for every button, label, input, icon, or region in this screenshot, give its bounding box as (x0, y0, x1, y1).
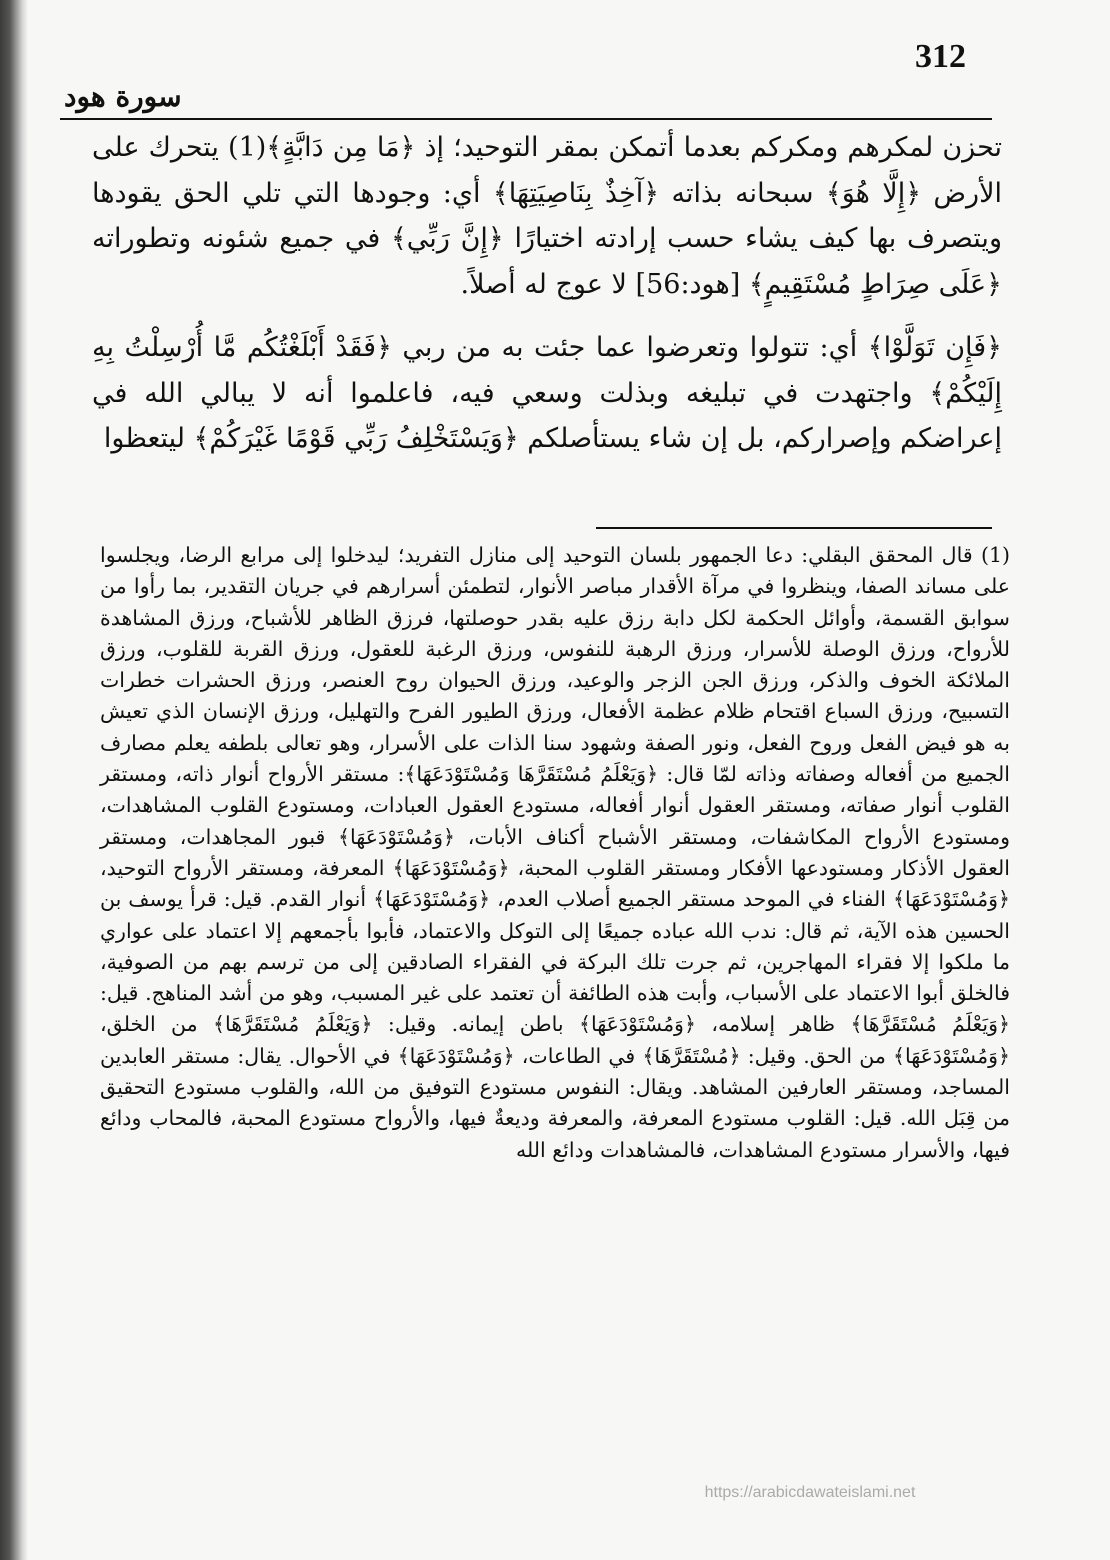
main-text (92, 125, 1002, 462)
watermark-url: https://arabicdawateislami.net (704, 1484, 916, 1501)
footnote-text: (1) قال المحقق البقلي: دعا الجمهور بلسان التوحيد إلى منازل التفريد؛ ليدخلوا إلى مرابع الرضا، ويجلسوا على مساند الصفا، وينظروا في مرآة الأقدار مباصر الأنوار، لتطمئن أسرارهم في جريان التقدير، بما رأوا من سوابق القسمة، وأوائل الحكمة لكل دابة رزق عليه بقدر حوصلتها، فرزق الظاهر للأشباح، ورزق المشاهدة للأرواح، ورزق الوصلة للأسرار، ورزق الرهبة للنفوس، ورزق الرغبة للعقول، ورزق القربة للقلوب، ورزق الملائكة الخوف والذكر، ورزق الجن الزجر والوعيد، ورزق الحيوان روح العنصر، ورزق الحشرات خطرات التسبيح، ورزق السباع اقتحام ظلام عظمة الأفعال، ورزق الطيور الفرح والتهليل، ورزق الإنسان الذي تعيش به هو فيض الفعل وروح الفعل، ونور الصفة وشهود سنا الذات على الأسرار، وهو تعالى بلطفه يعلم مصارف الجميع من أفعاله وصفاته وذاته لمّا قال: ﴿وَيَعْلَمُ مُسْتَقَرَّهَا وَمُسْتَوْدَعَهَا﴾: مستقر الأرواح أنوار ذاته، ومستقر القلوب أنوار صفاته، ومستقر العقول أنوار أفعاله، مستودع العقول العبادات، ومستودع القلوب المشاهدات، ومستودع الأرواح المكاشفات، ومستقر الأشباح أكناف الأبات، ﴿وَمُسْتَوْدَعَهَا﴾ قبور المجاهدات، ومستقر العقول الأذكار ومستودعها الأفكار ومستقر القلوب المحبة، ﴿وَمُسْتَوْدَعَهَا﴾ المعرفة، ومستقر الأرواح التوحيد، ﴿وَمُسْتَوْدَعَهَا﴾ الفناء في الموحد مستقر الجميع أصلاب العدم، ﴿وَمُسْتَوْدَعَهَا﴾ أنوار القدم. قيل: قرأ يوسف بن الحسين هذه الآية، ثم قال: ندب الله عباده جميعًا إلى التوكل والاعتماد، فأبوا بأجمعهم إلا اعتماد على عواري ما ملكوا إلا فقراء المهاجرين، ثم جرت تلك البركة في الفقراء الصادقين إلى من ترسم بهم من الصوفية، فالخلق أبوا الاعتماد على الأسباب، وأبت هذه الطائفة أن تعتمد على غير المسبب، وهو من أشد المناهج. قيل: ﴿وَيَعْلَمُ مُسْتَقَرَّهَا﴾ ظاهر إسلامه، ﴿وَمُسْتَوْدَعَهَا﴾ باطن إيمانه. وقيل: ﴿وَيَعْلَمُ مُسْتَقَرَّهَا﴾ من الخلق، ﴿وَمُسْتَوْدَعَهَا﴾ من الحق. وقيل: ﴿مُسْتَقَرَّهَا﴾ في الطاعات، ﴿وَمُسْتَوْدَعَهَا﴾ في الأحوال. يقال: مستقر العابدين المساجد، ومستقر العارفين المشاهد. ويقال: النفوس مستودع التوفيق من الله، والقلوب مستودع التحقيق من قِبَل الله. قيل: القلوب مستودع المعرفة، والمعرفة وديعةٌ فيها، والأرواح مستودع المحبة، فالمحاب ودائع فيها، والأسرار مستودع المشاهدات، فالمشاهدات ودائع الله (100, 543, 1010, 1162)
surah-title: سورة هود (64, 80, 182, 113)
footnote-rule (596, 527, 992, 529)
header-rule (60, 118, 992, 120)
scan-edge-shadow (0, 0, 28, 1560)
main-paragraph: تحزن لمكرهم ومكركم بعدما أتمكن بمقر التوحيد؛ إذ ﴿مَا مِن دَابَّةٍ﴾(1) يتحرك على الأرض ﴿إِلَّا هُوَ﴾ سبحانه بذاته ﴿آخِذٌ بِنَاصِيَتِهَا﴾ أي: وجودها التي تلي الحق يقودها ويتصرف بها كيف يشاء حسب إرادته اختيارًا ﴿إِنَّ رَبِّي﴾ في جميع شئونه وتطوراته ﴿عَلَى صِرَاطٍ مُسْتَقِيمٍ﴾ [هود:56] لا عوج له أصلاً. (92, 132, 1003, 300)
main-paragraph: ﴿فَإِن تَوَلَّوْا﴾ أي: تتولوا وتعرضوا عما جئت به من ربي ﴿فَقَدْ أَبْلَغْتُكُم مَّا أُرْسِلْتُ بِهِ إِلَيْكُمْ﴾ واجتهدت في تبليغه وبذلت وسعي فيه، فاعلموا أنه لا يبالي الله في إعراضكم وإصراركم، بل إن شاء يستأصلكم ﴿وَيَسْتَخْلِفُ رَبِّي قَوْمًا غَيْرَكُمْ﴾ ليتعظوا (92, 332, 1002, 454)
footnote (100, 540, 1010, 1166)
page-number: 312 (915, 38, 966, 75)
